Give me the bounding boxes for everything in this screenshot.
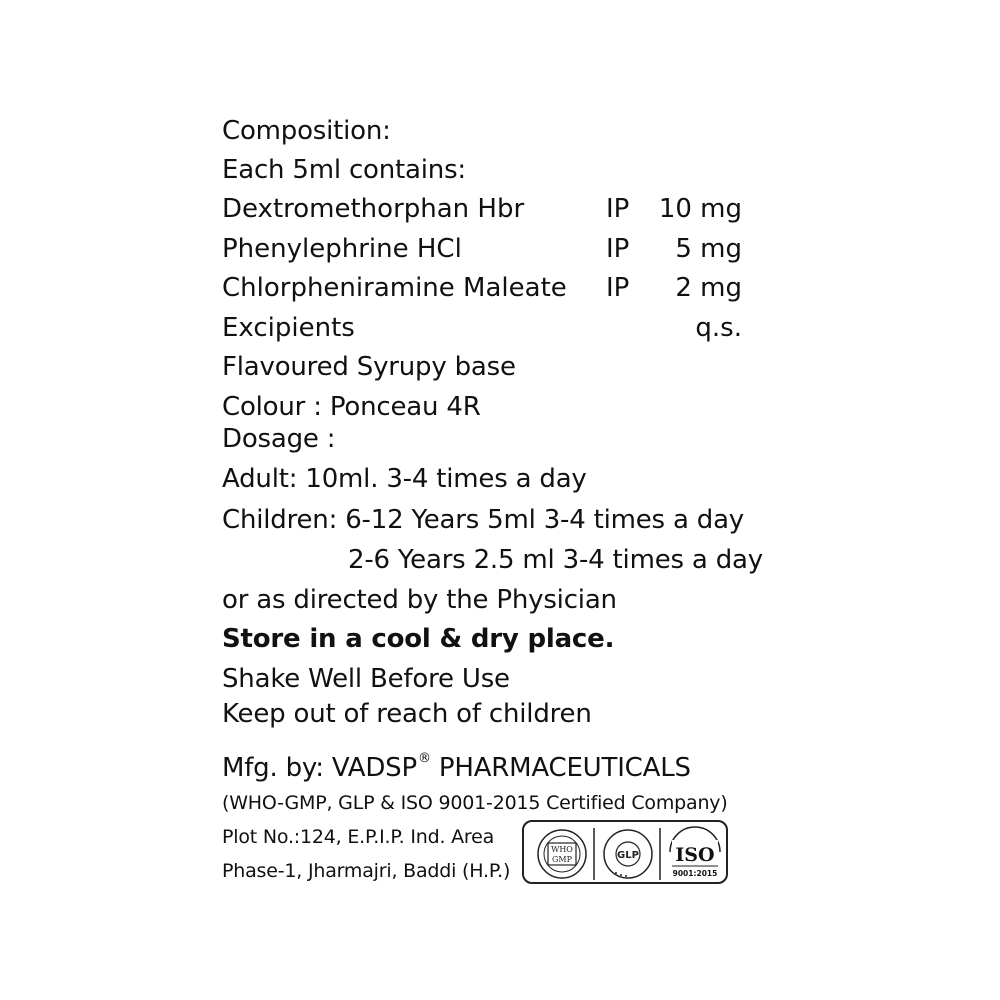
- ingredient-qty: 10 mg: [658, 194, 742, 224]
- iso-seal: [670, 827, 720, 878]
- composition-each: Each 5ml contains:: [222, 155, 466, 185]
- dosage-children-young: 2-6 Years 2.5 ml 3-4 times a day: [348, 545, 763, 575]
- certification-logos: [522, 820, 728, 884]
- manufacturer-prefix: Mfg. by: VADSP: [222, 753, 417, 783]
- who-gmp-seal: [538, 830, 586, 878]
- manufacturer-suffix: PHARMACEUTICALS: [438, 753, 691, 783]
- ingredient-qty: 2 mg: [675, 273, 742, 303]
- ingredient-row: [222, 313, 742, 343]
- iso-text: ISO: [675, 844, 715, 866]
- certification-note: (WHO-GMP, GLP & ISO 9001-2015 Certified Company): [222, 792, 728, 814]
- dosage-physician: or as directed by the Physician: [222, 585, 617, 615]
- ingredient-standard: IP: [606, 273, 630, 303]
- registered-mark: ®: [417, 751, 431, 766]
- ingredient-name: Dextromethorphan Hbr: [222, 194, 525, 224]
- ingredient-name: Excipients: [222, 313, 355, 343]
- ingredient-row: [222, 273, 742, 303]
- glp-seal: [604, 830, 652, 878]
- certification-logos-graphic: [524, 822, 730, 886]
- ingredient-name: Phenylephrine HCl: [222, 234, 462, 264]
- children-warning: Keep out of reach of children: [222, 699, 592, 729]
- ingredient-row: [222, 234, 742, 264]
- glp-text: GLP: [617, 850, 639, 861]
- who-gmp-top-text: WHO: [551, 845, 573, 854]
- shake-instruction: Shake Well Before Use: [222, 664, 510, 694]
- iso-number-text: 9001:2015: [672, 869, 718, 878]
- storage-instruction: Store in a cool & dry place.: [222, 624, 615, 654]
- composition-colour: Colour : Ponceau 4R: [222, 392, 481, 422]
- ingredient-qty: q.s.: [695, 313, 742, 343]
- ingredient-standard: IP: [606, 234, 630, 264]
- composition-heading: Composition:: [222, 116, 391, 146]
- dosage-adult: Adult: 10ml. 3-4 times a day: [222, 464, 587, 494]
- dosage-children: Children: 6-12 Years 5ml 3-4 times a day: [222, 505, 744, 535]
- manufacturer-line: [222, 753, 691, 788]
- ingredient-name: Chlorpheniramine Maleate: [222, 273, 567, 303]
- address-line-1: Plot No.:124, E.P.I.P. Ind. Area: [222, 826, 495, 848]
- address-line-2: Phase-1, Jharmajri, Baddi (H.P.): [222, 860, 511, 882]
- dosage-heading: Dosage :: [222, 424, 336, 454]
- composition-base: Flavoured Syrupy base: [222, 352, 516, 382]
- ingredient-row: [222, 194, 742, 224]
- who-gmp-bottom-text: GMP: [552, 855, 572, 864]
- ingredient-qty: 5 mg: [675, 234, 742, 264]
- ingredient-standard: IP: [606, 194, 630, 224]
